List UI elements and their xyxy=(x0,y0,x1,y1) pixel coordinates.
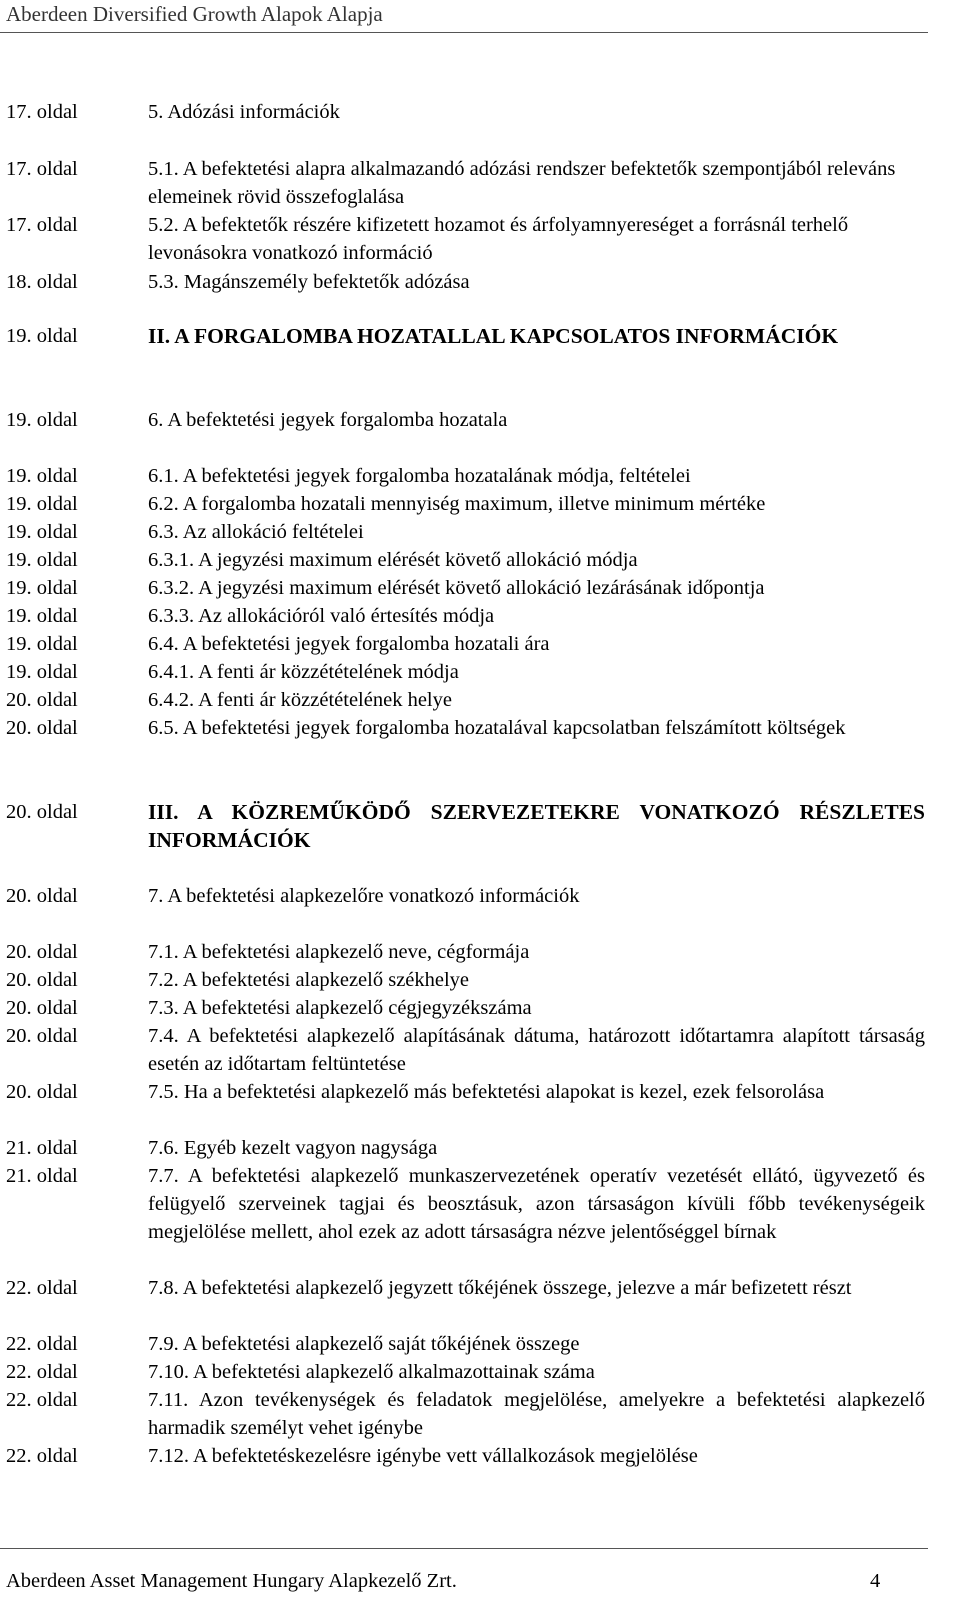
document-header-title: Aberdeen Diversified Growth Alapok Alapja xyxy=(6,2,383,26)
toc-entry-title: 7. A befektetési alapkezelőre vonatkozó információk xyxy=(148,885,580,907)
toc-page-ref: 19. oldal xyxy=(6,577,78,599)
toc-entry-title: 5.1. A befektetési alapra alkalmazandó adózási rendszer befektetők szempontjából releváns elemeinek rövid összefoglalása xyxy=(148,158,896,208)
toc-entry-title: 6.4.2. A fenti ár közzétételének helye xyxy=(148,689,452,711)
toc-entry-title: 6.1. A befektetési jegyek forgalomba hozatalának módja, feltételei xyxy=(148,465,691,487)
toc-entry-title: 6.3.1. A jegyzési maximum elérését követő allokáció módja xyxy=(148,549,638,571)
toc-entry-title: III. A KÖZREMŰKÖDŐ SZERVEZETEKRE VONATKOZÓ RÉSZLETES INFORMÁCIÓK xyxy=(148,800,925,852)
toc-entry-title: 7.12. A befektetéskezelésre igénybe vett vállalkozások megjelölése xyxy=(148,1445,698,1467)
toc-entry-title: 5. Adózási információk xyxy=(148,101,340,123)
toc-entry-title: 7.1. A befektetési alapkezelő neve, cégformája xyxy=(148,941,530,963)
toc-page-ref: 19. oldal xyxy=(6,325,78,347)
toc-entry-title: 7.7. A befektetési alapkezelő munkaszervezetének operatív vezetését ellátó, ügyvezető és felügyelő szerveinek tagjai és beosztásuk, azon társaságon kívüli főbb tevékenységeik megjelölése mellett, ahol ezek az adott társaságra nézve jelentőséggel bírnak xyxy=(148,1165,925,1243)
toc-page-ref: 19. oldal xyxy=(6,493,78,515)
toc-page-ref: 22. oldal xyxy=(6,1389,78,1411)
toc-page-ref: 17. oldal xyxy=(6,101,78,123)
footer-divider xyxy=(0,1548,928,1549)
toc-entry-title: 7.9. A befektetési alapkezelő saját tőkéjének összege xyxy=(148,1333,580,1355)
toc-page-ref: 20. oldal xyxy=(6,1081,78,1103)
toc-page-ref: 19. oldal xyxy=(6,549,78,571)
toc-entry-title: 6. A befektetési jegyek forgalomba hozatala xyxy=(148,409,508,431)
toc-entry-title: 5.2. A befektetők részére kifizetett hozamot és árfolyamnyereséget a forrásnál terhelő levonásokra vonatkozó információ xyxy=(148,214,849,264)
toc-entry-title: 7.8. A befektetési alapkezelő jegyzett tőkéjének összege, jelezve a már befizetett részt xyxy=(148,1277,852,1299)
toc-entry-title: 7.2. A befektetési alapkezelő székhelye xyxy=(148,969,470,991)
toc-page-ref: 19. oldal xyxy=(6,409,78,431)
toc-page-ref: 19. oldal xyxy=(6,661,78,683)
toc-entry-title: 6.3.3. Az allokációról való értesítés módja xyxy=(148,605,495,627)
toc-entry-title: 7.3. A befektetési alapkezelő cégjegyzékszáma xyxy=(148,997,532,1019)
toc-page-ref: 20. oldal xyxy=(6,997,78,1019)
toc-page-ref: 21. oldal xyxy=(6,1165,78,1187)
toc-entry-title: 7.5. Ha a befektetési alapkezelő más befektetési alapokat is kezel, ezek felsorolása xyxy=(148,1081,825,1103)
toc-page-ref: 19. oldal xyxy=(6,633,78,655)
toc-entry-title: 7.10. A befektetési alapkezelő alkalmazottainak száma xyxy=(148,1361,595,1383)
toc-page-ref: 19. oldal xyxy=(6,465,78,487)
toc-page-ref: 20. oldal xyxy=(6,941,78,963)
toc-page-ref: 22. oldal xyxy=(6,1445,78,1467)
toc-entry-title: 7.6. Egyéb kezelt vagyon nagysága xyxy=(148,1137,438,1159)
toc-page-ref: 22. oldal xyxy=(6,1361,78,1383)
toc-page-ref: 20. oldal xyxy=(6,969,78,991)
footer-page-number: 4 xyxy=(870,1570,881,1592)
toc-entry-title: 5.3. Magánszemély befektetők adózása xyxy=(148,271,470,293)
toc-entry-title: II. A FORGALOMBA HOZATALLAL KAPCSOLATOS INFORMÁCIÓK xyxy=(148,324,839,348)
toc-page-ref: 17. oldal xyxy=(6,158,78,180)
toc-entry-title: 7.11. Azon tevékenységek és feladatok megjelölése, amelyekre a befektetési alapkezelő harmadik személyt vehet igénybe xyxy=(148,1389,925,1439)
toc-page-ref: 20. oldal xyxy=(6,1025,78,1047)
toc-page-ref: 20. oldal xyxy=(6,885,78,907)
toc-entry-title: 6.5. A befektetési jegyek forgalomba hozatalával kapcsolatban felszámított költségek xyxy=(148,717,846,739)
toc-page-ref: 19. oldal xyxy=(6,605,78,627)
toc-page-ref: 19. oldal xyxy=(6,521,78,543)
toc-entry-title: 6.2. A forgalomba hozatali mennyiség maximum, illetve minimum mértéke xyxy=(148,493,766,515)
toc-entry-title: 7.4. A befektetési alapkezelő alapításának dátuma, határozott időtartamra alapított társaság esetén az időtartam feltüntetése xyxy=(148,1025,925,1075)
toc-entry-title: 6.3.2. A jegyzési maximum elérését követő allokáció lezárásának időpontja xyxy=(148,577,765,599)
footer-company-name: Aberdeen Asset Management Hungary Alapkezelő Zrt. xyxy=(6,1570,457,1592)
toc-page-ref: 20. oldal xyxy=(6,717,78,739)
toc-entry-title: 6.4.1. A fenti ár közzétételének módja xyxy=(148,661,459,683)
toc-entry-title: 6.3. Az allokáció feltételei xyxy=(148,521,364,543)
toc-page-ref: 22. oldal xyxy=(6,1277,78,1299)
toc-page-ref: 20. oldal xyxy=(6,801,78,823)
toc-page-ref: 18. oldal xyxy=(6,271,78,293)
toc-page-ref: 22. oldal xyxy=(6,1333,78,1355)
toc-entry-title: 6.4. A befektetési jegyek forgalomba hozatali ára xyxy=(148,633,550,655)
toc-page-ref: 17. oldal xyxy=(6,214,78,236)
toc-page-ref: 20. oldal xyxy=(6,689,78,711)
toc-page-ref: 21. oldal xyxy=(6,1137,78,1159)
